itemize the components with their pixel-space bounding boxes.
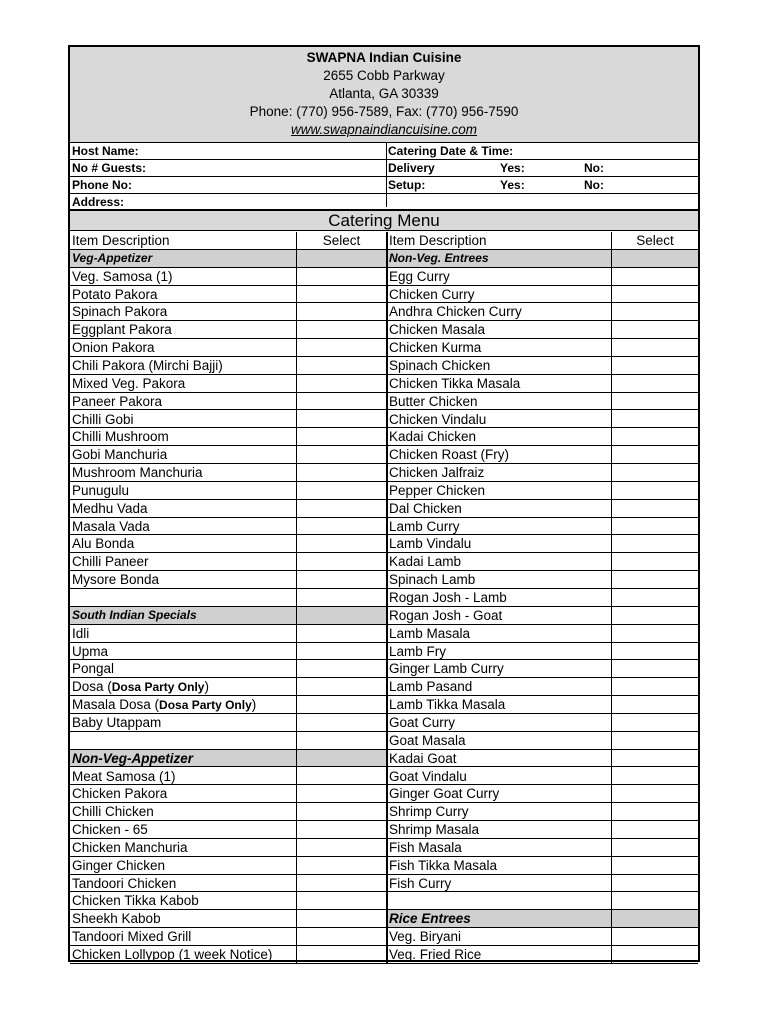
column-divider: [296, 232, 297, 964]
left-menu-item: Masala Vada: [70, 518, 296, 536]
left-menu-item: Onion Pakora: [70, 339, 296, 357]
left-select-cell[interactable]: [297, 571, 386, 589]
right-menu-item: Spinach Chicken: [387, 357, 611, 375]
delivery-yes-checkbox[interactable]: Yes:: [500, 161, 525, 175]
right-select-cell[interactable]: [612, 446, 698, 464]
left-select-cell[interactable]: [297, 946, 386, 964]
right-select-cell[interactable]: [612, 428, 698, 446]
left-menu-item: Chilli Mushroom: [70, 428, 296, 446]
right-select-cell[interactable]: [612, 625, 698, 643]
left-menu-item: Pongal: [70, 660, 296, 678]
right-menu-item: Dal Chicken: [387, 500, 611, 518]
left-menu-item: [70, 589, 296, 607]
item-note: Dosa Party Only: [159, 698, 252, 713]
right-menu-item: Lamb Vindalu: [387, 535, 611, 553]
right-menu-item: Spinach Lamb: [387, 571, 611, 589]
right-menu-item: Kadai Chicken: [387, 428, 611, 446]
item-note: Dosa Party Only: [111, 680, 205, 695]
right-select-cell[interactable]: [612, 946, 698, 964]
left-select-cell[interactable]: [297, 464, 386, 482]
left-select-cell[interactable]: [297, 589, 386, 607]
left-select-cell[interactable]: [297, 714, 386, 732]
right-menu-item: Chicken Curry: [387, 286, 611, 304]
right-select-cell[interactable]: [612, 411, 698, 429]
left-select-cell: [297, 250, 386, 268]
right-select-cell[interactable]: [612, 393, 698, 411]
left-menu-item: Baby Utappam: [70, 714, 296, 732]
right-menu-item: Rogan Josh - Goat: [387, 607, 611, 625]
left-select-cell[interactable]: [297, 268, 386, 286]
left-select-cell[interactable]: [297, 482, 386, 500]
right-menu-item: Shrimp Curry: [387, 803, 611, 821]
phone-fax: Phone: (770) 956-7589, Fax: (770) 956-7590: [249, 104, 519, 119]
left-select-cell[interactable]: [297, 732, 386, 750]
business-name: SWAPNA Indian Cuisine: [306, 50, 462, 65]
right-select-cell[interactable]: [612, 660, 698, 678]
left-select-cell[interactable]: [297, 500, 386, 518]
address-label: Address:: [72, 195, 125, 209]
setup-label: Setup:: [388, 178, 426, 192]
phone-label: Phone No:: [72, 178, 132, 192]
left-select-cell[interactable]: [297, 910, 386, 928]
left-menu-item: Punugulu: [70, 482, 296, 500]
left-menu-item: Chicken Tikka Kabob: [70, 892, 296, 910]
right-select-cell[interactable]: [612, 339, 698, 357]
left-select-cell[interactable]: [297, 339, 386, 357]
guests-label: No # Guests:: [72, 161, 147, 175]
setup-no-checkbox[interactable]: No:: [584, 178, 604, 192]
right-select-cell[interactable]: [612, 928, 698, 946]
right-menu-item: Lamb Masala: [387, 625, 611, 643]
right-select-cell[interactable]: [612, 589, 698, 607]
left-section-header: South Indian Specials: [70, 607, 296, 625]
menu-title: Catering Menu: [70, 209, 698, 231]
info-row-1: [70, 143, 698, 160]
right-section-header: Non-Veg. Entrees: [387, 250, 611, 268]
left-menu-item: Meat Samosa (1): [70, 768, 296, 786]
left-select-cell[interactable]: [297, 518, 386, 536]
item-note-close: ): [251, 697, 257, 713]
right-menu-item: Lamb Fry: [387, 643, 611, 661]
right-menu-item: Fish Masala: [387, 839, 611, 857]
left-select-cell[interactable]: [297, 821, 386, 839]
right-select-cell[interactable]: [612, 482, 698, 500]
right-menu-item: Lamb Tikka Masala: [387, 696, 611, 714]
address-line-2: Atlanta, GA 30339: [329, 86, 439, 101]
right-select-cell[interactable]: [612, 768, 698, 786]
right-menu-item: Kadai Lamb: [387, 553, 611, 571]
right-menu-item: Fish Curry: [387, 875, 611, 893]
catering-date-label: Catering Date & Time:: [388, 144, 514, 158]
right-menu-item: Veg. Biryani: [387, 928, 611, 946]
info-row-2: [70, 160, 698, 177]
left-select-cell[interactable]: [297, 785, 386, 803]
left-menu-item: Upma: [70, 643, 296, 661]
right-menu-item: Chicken Kurma: [387, 339, 611, 357]
left-menu-item: Potato Pakora: [70, 286, 296, 304]
left-menu-item: Veg. Samosa (1): [70, 268, 296, 286]
info-row-3: [70, 177, 698, 194]
right-menu-item: Andhra Chicken Curry: [387, 303, 611, 321]
right-select-cell[interactable]: [612, 821, 698, 839]
left-select-cell[interactable]: [297, 375, 386, 393]
item-name: Masala Dosa (: [72, 697, 160, 713]
right-select-cell[interactable]: [612, 696, 698, 714]
left-menu-item: [70, 696, 296, 714]
left-menu-item: Ginger Chicken: [70, 857, 296, 875]
right-select-cell[interactable]: [612, 607, 698, 625]
right-select-cell[interactable]: [612, 321, 698, 339]
right-menu-item: Goat Vindalu: [387, 768, 611, 786]
right-menu-item: Rogan Josh - Lamb: [387, 589, 611, 607]
left-menu-item: [70, 732, 296, 750]
left-section-header: Non-Veg-Appetizer: [70, 750, 296, 768]
left-select-cell[interactable]: [297, 839, 386, 857]
left-menu-item: Chicken Lollypop (1 week Notice): [70, 946, 296, 964]
right-select-cell[interactable]: [612, 464, 698, 482]
right-select-cell[interactable]: [612, 875, 698, 893]
right-menu-item: Egg Curry: [387, 268, 611, 286]
right-item-description-header: Item Description: [387, 232, 611, 250]
left-select-header: Select: [297, 232, 386, 250]
right-select-cell[interactable]: [612, 500, 698, 518]
left-menu-item: Alu Bonda: [70, 535, 296, 553]
column-divider: [611, 232, 612, 964]
right-select-cell[interactable]: [612, 286, 698, 304]
right-menu-item: Goat Masala: [387, 732, 611, 750]
left-select-cell[interactable]: [297, 928, 386, 946]
right-menu-item: [387, 892, 611, 910]
left-menu-item: Mysore Bonda: [70, 571, 296, 589]
right-select-cell[interactable]: [612, 714, 698, 732]
left-menu-item: Chicken - 65: [70, 821, 296, 839]
left-menu-item: Chili Pakora (Mirchi Bajji): [70, 357, 296, 375]
left-select-cell[interactable]: [297, 535, 386, 553]
right-select-cell[interactable]: [612, 678, 698, 696]
left-menu-item: Mixed Veg. Pakora: [70, 375, 296, 393]
left-select-cell[interactable]: [297, 321, 386, 339]
right-select-cell: [612, 250, 698, 268]
column-divider: [386, 232, 388, 964]
left-menu-item: Eggplant Pakora: [70, 321, 296, 339]
address-line-1: 2655 Cobb Parkway: [323, 68, 445, 83]
right-select-cell[interactable]: [612, 785, 698, 803]
right-select-cell[interactable]: [612, 892, 698, 910]
left-select-cell[interactable]: [297, 428, 386, 446]
delivery-no-checkbox[interactable]: No:: [584, 161, 604, 175]
left-menu-item: Chilli Paneer: [70, 553, 296, 571]
left-menu-item: Medhu Vada: [70, 500, 296, 518]
right-section-header: Rice Entrees: [387, 910, 611, 928]
left-select-cell[interactable]: [297, 303, 386, 321]
left-section-header: Veg-Appetizer: [70, 250, 296, 268]
right-menu-item: Ginger Goat Curry: [387, 785, 611, 803]
left-menu-item: Spinach Pakora: [70, 303, 296, 321]
right-menu-item: Lamb Curry: [387, 518, 611, 536]
left-menu-item: Chicken Pakora: [70, 785, 296, 803]
left-select-cell[interactable]: [297, 286, 386, 304]
left-select-cell[interactable]: [297, 696, 386, 714]
right-select-cell[interactable]: [612, 571, 698, 589]
right-menu-item: Veg. Fried Rice: [387, 946, 611, 964]
left-select-cell[interactable]: [297, 411, 386, 429]
website-link[interactable]: www.swapnaindiancuisine.com: [290, 122, 478, 137]
right-menu-item: Butter Chicken: [387, 393, 611, 411]
info-divider: [386, 143, 387, 207]
right-menu-item: Chicken Masala: [387, 321, 611, 339]
left-select-cell: [297, 607, 386, 625]
left-menu-item: Mushroom Manchuria: [70, 464, 296, 482]
right-menu-item: Chicken Vindalu: [387, 411, 611, 429]
left-select-cell[interactable]: [297, 643, 386, 661]
left-select-cell[interactable]: [297, 857, 386, 875]
left-menu-item: Idli: [70, 625, 296, 643]
left-select-cell[interactable]: [297, 768, 386, 786]
right-select-cell[interactable]: [612, 518, 698, 536]
left-select-cell[interactable]: [297, 660, 386, 678]
right-select-cell[interactable]: [612, 375, 698, 393]
left-menu-item: Sheekh Kabob: [70, 910, 296, 928]
catering-form: [68, 45, 700, 962]
right-select-cell[interactable]: [612, 553, 698, 571]
setup-yes-checkbox[interactable]: Yes:: [500, 178, 525, 192]
left-select-cell[interactable]: [297, 393, 386, 411]
right-select-cell[interactable]: [612, 732, 698, 750]
right-menu-item: Lamb Pasand: [387, 678, 611, 696]
host-name-label: Host Name:: [72, 144, 139, 158]
right-menu-item: Chicken Tikka Masala: [387, 375, 611, 393]
left-select-cell[interactable]: [297, 446, 386, 464]
left-select-cell[interactable]: [297, 875, 386, 893]
right-menu-item: Fish Tikka Masala: [387, 857, 611, 875]
right-select-cell[interactable]: [612, 839, 698, 857]
left-menu-item: [70, 678, 296, 696]
right-select-cell[interactable]: [612, 535, 698, 553]
left-menu-item: Tandoori Chicken: [70, 875, 296, 893]
item-note-close: ): [204, 679, 209, 695]
right-select-cell[interactable]: [612, 268, 698, 286]
left-menu-item: Chilli Chicken: [70, 803, 296, 821]
right-select-cell[interactable]: [612, 643, 698, 661]
delivery-label: Delivery: [388, 161, 435, 175]
right-menu-item: Chicken Roast (Fry): [387, 446, 611, 464]
left-select-cell: [297, 750, 386, 768]
right-select-cell[interactable]: [612, 803, 698, 821]
left-select-cell[interactable]: [297, 625, 386, 643]
left-select-cell[interactable]: [297, 678, 386, 696]
right-menu-item: Goat Curry: [387, 714, 611, 732]
restaurant-header: [70, 47, 698, 143]
right-menu-item: Ginger Lamb Curry: [387, 660, 611, 678]
right-menu-item: Pepper Chicken: [387, 482, 611, 500]
right-select-cell[interactable]: [612, 857, 698, 875]
left-select-cell[interactable]: [297, 357, 386, 375]
left-item-description-header: Item Description: [70, 232, 296, 250]
right-select-cell[interactable]: [612, 357, 698, 375]
left-select-cell[interactable]: [297, 803, 386, 821]
right-select-cell[interactable]: [612, 750, 698, 768]
left-menu-item: Paneer Pakora: [70, 393, 296, 411]
left-select-cell[interactable]: [297, 553, 386, 571]
left-select-cell[interactable]: [297, 892, 386, 910]
right-select-cell[interactable]: [612, 303, 698, 321]
left-menu-item: Tandoori Mixed Grill: [70, 928, 296, 946]
right-select-cell: [612, 910, 698, 928]
right-menu-item: Kadai Goat: [387, 750, 611, 768]
left-menu-item: Chicken Manchuria: [70, 839, 296, 857]
left-menu-item: Chilli Gobi: [70, 411, 296, 429]
right-select-header: Select: [612, 232, 698, 250]
left-menu-item: Gobi Manchuria: [70, 446, 296, 464]
right-menu-item: Chicken Jalfraiz: [387, 464, 611, 482]
item-name: Dosa (: [72, 679, 112, 695]
right-menu-item: Shrimp Masala: [387, 821, 611, 839]
